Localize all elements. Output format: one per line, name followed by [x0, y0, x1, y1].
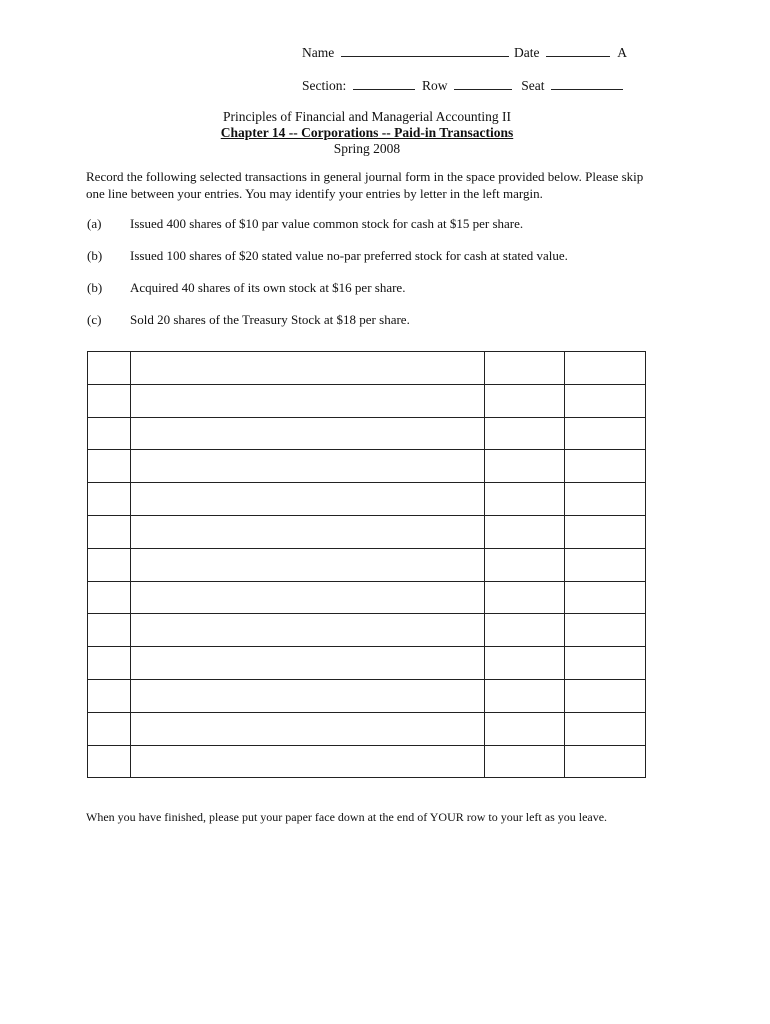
seat-blank[interactable] — [551, 77, 623, 90]
journal-letter-cell[interactable] — [88, 712, 131, 745]
journal-letter-cell[interactable] — [88, 614, 131, 647]
journal-debit-cell[interactable] — [485, 647, 565, 680]
journal-account-cell[interactable] — [130, 515, 484, 548]
journal-account-cell[interactable] — [130, 548, 484, 581]
name-date-line — [302, 44, 627, 61]
name-label: Name — [302, 45, 335, 60]
journal-credit-cell[interactable] — [565, 679, 646, 712]
journal-row — [88, 352, 646, 385]
date-blank[interactable] — [546, 44, 610, 57]
transaction-letter: (b) — [87, 280, 103, 295]
date-label: Date — [513, 45, 540, 60]
journal-debit-cell[interactable] — [485, 712, 565, 745]
journal-credit-cell[interactable] — [565, 450, 646, 483]
journal-letter-cell[interactable] — [88, 450, 131, 483]
journal-debit-cell[interactable] — [485, 384, 565, 417]
journal-debit-cell[interactable] — [485, 581, 565, 614]
section-blank[interactable] — [353, 77, 415, 90]
journal-account-cell[interactable] — [130, 483, 484, 516]
journal-letter-cell[interactable] — [88, 515, 131, 548]
journal-debit-cell[interactable] — [485, 745, 565, 778]
journal-debit-cell[interactable] — [485, 679, 565, 712]
journal-debit-cell[interactable] — [485, 483, 565, 516]
journal-credit-cell[interactable] — [565, 384, 646, 417]
journal-letter-cell[interactable] — [88, 647, 131, 680]
journal-credit-cell[interactable] — [565, 647, 646, 680]
transaction-text: Issued 400 shares of $10 par value common stock for cash at $15 per share. — [130, 216, 524, 231]
name-blank[interactable] — [341, 44, 509, 57]
journal-credit-cell[interactable] — [565, 352, 646, 385]
journal-account-cell[interactable] — [130, 712, 484, 745]
version-label: A — [617, 45, 627, 60]
journal-row — [88, 417, 646, 450]
journal-letter-cell[interactable] — [88, 581, 131, 614]
journal-credit-cell[interactable] — [565, 548, 646, 581]
transaction-letter: (c) — [87, 312, 102, 327]
journal-credit-cell[interactable] — [565, 581, 646, 614]
journal-row — [88, 745, 646, 778]
journal-letter-cell[interactable] — [88, 352, 131, 385]
instructions: Record the following selected transactions in general journal form in the space provided below. Please skip one line between your entries. You may identify your entries by letter in the left margin. — [86, 169, 644, 201]
term-label: Spring 2008 — [333, 141, 401, 156]
journal-debit-cell[interactable] — [485, 515, 565, 548]
transaction-letter: (a) — [87, 216, 102, 231]
journal-debit-cell[interactable] — [485, 352, 565, 385]
journal-letter-cell[interactable] — [88, 384, 131, 417]
journal-letter-cell[interactable] — [88, 417, 131, 450]
transaction-letter: (b) — [87, 248, 103, 263]
journal-account-cell[interactable] — [130, 581, 484, 614]
journal-debit-cell[interactable] — [485, 417, 565, 450]
journal-grid — [87, 351, 646, 778]
journal-account-cell[interactable] — [130, 352, 484, 385]
section-row-seat-line — [302, 77, 623, 94]
journal-credit-cell[interactable] — [565, 515, 646, 548]
journal-credit-cell[interactable] — [565, 614, 646, 647]
row-label: Row — [422, 78, 448, 93]
journal-letter-cell[interactable] — [88, 679, 131, 712]
journal-letter-cell[interactable] — [88, 745, 131, 778]
journal-account-cell[interactable] — [130, 417, 484, 450]
section-label: Section: — [302, 78, 347, 93]
journal-account-cell[interactable] — [130, 384, 484, 417]
journal-debit-cell[interactable] — [485, 614, 565, 647]
journal-row — [88, 515, 646, 548]
journal-account-cell[interactable] — [130, 745, 484, 778]
journal-debit-cell[interactable] — [485, 548, 565, 581]
transaction-text: Issued 100 shares of $20 stated value no-par preferred stock for cash at stated value. — [130, 248, 568, 263]
journal-account-cell[interactable] — [130, 679, 484, 712]
journal-row — [88, 679, 646, 712]
journal-credit-cell[interactable] — [565, 417, 646, 450]
journal-row — [88, 450, 646, 483]
journal-credit-cell[interactable] — [565, 745, 646, 778]
journal-row — [88, 548, 646, 581]
transaction-text: Sold 20 shares of the Treasury Stock at $18 per share. — [130, 312, 410, 327]
row-blank[interactable] — [454, 77, 512, 90]
course-title: Principles of Financial and Managerial Accounting II — [223, 109, 511, 124]
footer-note: When you have finished, please put your paper face down at the end of YOUR row to your left as you leave. — [86, 810, 608, 824]
journal-row — [88, 647, 646, 680]
journal-account-cell[interactable] — [130, 450, 484, 483]
journal-row — [88, 712, 646, 745]
journal-row — [88, 384, 646, 417]
journal-row — [88, 581, 646, 614]
journal-account-cell[interactable] — [130, 647, 484, 680]
journal-debit-cell[interactable] — [485, 450, 565, 483]
chapter-title: Chapter 14 -- Corporations -- Paid-in Transactions — [220, 125, 514, 140]
journal-credit-cell[interactable] — [565, 483, 646, 516]
seat-label: Seat — [521, 78, 545, 93]
journal-row — [88, 614, 646, 647]
journal-account-cell[interactable] — [130, 614, 484, 647]
journal-letter-cell[interactable] — [88, 483, 131, 516]
journal-body — [88, 352, 646, 778]
transaction-text: Acquired 40 shares of its own stock at $16 per share. — [130, 280, 406, 295]
journal-credit-cell[interactable] — [565, 712, 646, 745]
title-block — [0, 109, 734, 157]
journal-row — [88, 483, 646, 516]
journal-letter-cell[interactable] — [88, 548, 131, 581]
